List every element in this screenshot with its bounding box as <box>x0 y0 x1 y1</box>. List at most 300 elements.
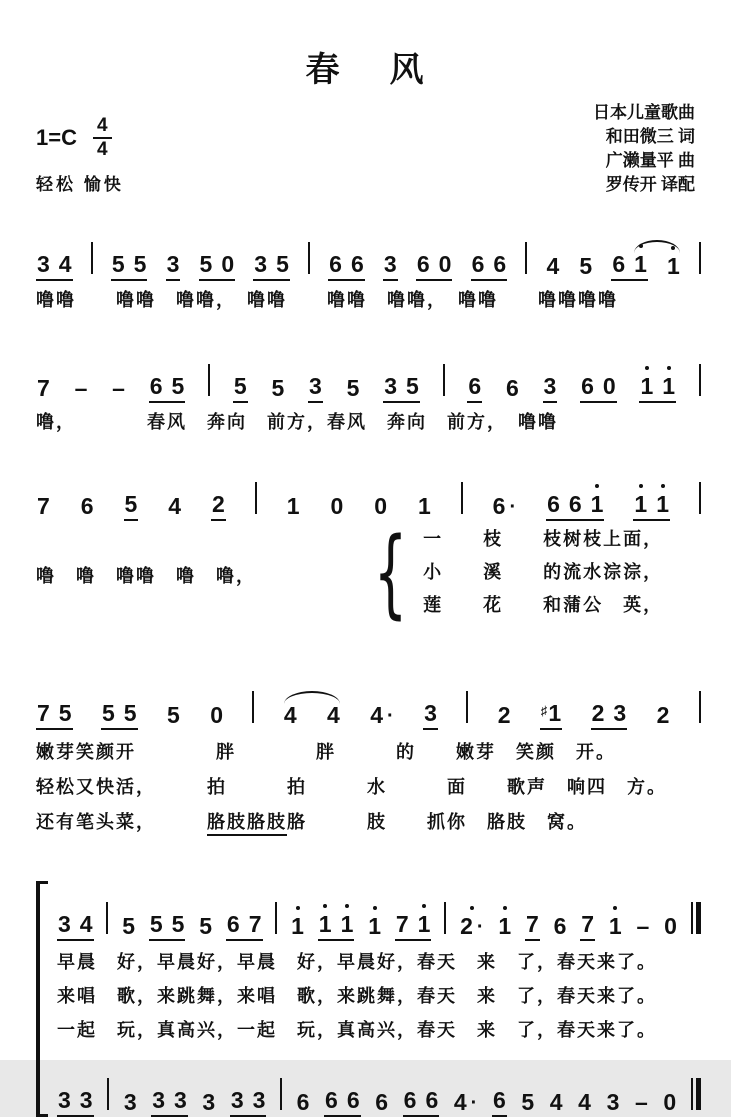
note-group <box>80 495 95 521</box>
note <box>325 1089 338 1113</box>
note <box>609 915 622 939</box>
note <box>341 913 354 937</box>
lyrics-line <box>36 563 366 589</box>
note-digit: 5 <box>171 911 185 937</box>
barline <box>208 364 210 396</box>
note-group <box>233 375 248 403</box>
note <box>663 1091 676 1115</box>
note-digit: 2 <box>497 702 511 728</box>
note-digit: 3 <box>79 1087 93 1113</box>
note <box>498 915 511 939</box>
note-group <box>606 1091 621 1117</box>
note-group <box>166 704 181 730</box>
barline <box>275 902 277 934</box>
note <box>667 255 680 279</box>
note-group <box>497 704 512 730</box>
note-digit: – <box>112 375 125 401</box>
note-group <box>403 1089 440 1117</box>
note-digit: 1 <box>417 911 431 937</box>
lyrics-line <box>423 523 663 556</box>
note-group <box>209 704 224 730</box>
note-group <box>497 915 512 941</box>
note <box>418 913 431 937</box>
note-group <box>149 375 186 403</box>
note-group <box>283 704 298 730</box>
lyrics-line <box>423 589 663 622</box>
note <box>439 253 452 277</box>
note-group <box>124 493 139 521</box>
barline <box>699 691 701 723</box>
note <box>37 702 50 726</box>
augmentation-dot: · <box>387 705 394 727</box>
note <box>656 493 669 517</box>
note-digit: 5 <box>233 373 247 399</box>
note <box>578 1091 591 1115</box>
barline <box>443 364 445 396</box>
page-title: 春 风 <box>305 52 432 89</box>
octave-dot <box>613 906 617 910</box>
music-system-3 <box>36 461 701 629</box>
note-digit: 4 <box>283 702 297 728</box>
note-digit: 4 <box>453 1089 467 1115</box>
credit-line-lyricist: 和田微三 词 <box>605 127 695 146</box>
note-digit: 6 <box>403 1087 417 1113</box>
notes-line <box>36 461 701 521</box>
octave-dot <box>661 484 665 488</box>
note-digit: 5 <box>346 375 360 401</box>
barline <box>525 242 527 274</box>
note-digit: 7 <box>526 911 539 937</box>
note-group <box>74 377 89 403</box>
barline-thin <box>691 902 693 934</box>
note-digit: 4 <box>578 1089 591 1115</box>
note-digit: 3 <box>383 251 397 277</box>
note-digit: 3 <box>384 373 397 399</box>
tempo-marking: 轻松 愉快 <box>36 175 124 194</box>
note-digit: 4 <box>327 702 340 728</box>
note-group <box>666 255 681 281</box>
barline <box>699 242 701 274</box>
octave-dot <box>503 906 507 910</box>
credit-line-composer: 广濑量平 曲 <box>605 151 695 170</box>
note-digit: 2 <box>591 700 605 726</box>
note-digit: 0 <box>602 373 616 399</box>
note <box>221 253 234 277</box>
note-group <box>577 1091 592 1117</box>
note <box>634 493 647 517</box>
note <box>546 255 559 279</box>
music-system-4 <box>36 670 701 835</box>
note-group <box>329 495 344 521</box>
note-digit: 1 <box>656 491 670 517</box>
note <box>375 1091 388 1115</box>
note <box>168 495 181 519</box>
augmentation-dot: · <box>476 916 484 938</box>
note <box>468 375 481 399</box>
note-group <box>545 255 560 281</box>
note <box>612 253 625 277</box>
lyrics-line <box>36 409 701 435</box>
note-digit: 4 <box>549 1089 563 1115</box>
barline <box>308 242 310 274</box>
note-digit: 2 <box>460 913 473 939</box>
note-digit: 6 <box>492 1087 506 1113</box>
augmentation-dot: · <box>509 496 517 518</box>
note <box>81 495 94 519</box>
note-group <box>423 702 438 730</box>
note-digit: 6 <box>80 493 94 519</box>
notes-line <box>57 1057 701 1117</box>
note <box>150 913 163 937</box>
note <box>544 375 557 399</box>
system-content <box>57 881 701 1117</box>
note <box>640 375 653 399</box>
note <box>637 915 650 939</box>
lyrics-row <box>36 516 701 629</box>
lyric-text: 噜噜 噜噜 噜噜， 噜噜 噜噜 噜噜， 噜噜 噜噜噜噜 <box>36 290 618 310</box>
note-digit: 6 <box>612 251 626 277</box>
note-group <box>639 375 676 403</box>
lyric-text: 早晨 好，早晨好，早晨 好，早晨好，春天 来 了，春天来了。 <box>57 952 657 972</box>
note-digit: 3 <box>424 700 437 726</box>
note-digit: 1 <box>667 253 680 279</box>
note-group <box>286 495 301 521</box>
time-signature-denominator: 4 <box>93 137 112 160</box>
note-digit: 6 <box>416 251 430 277</box>
octave-dot <box>345 904 349 908</box>
note-digit: 2 <box>212 491 225 517</box>
note-digit: 0 <box>210 702 223 728</box>
note-digit: 5 <box>124 491 138 517</box>
note-group <box>199 253 236 281</box>
note <box>253 1089 266 1113</box>
note-digit: 5 <box>521 1089 535 1115</box>
note-digit: 1 <box>608 913 622 939</box>
note-digit: 6 <box>325 1087 338 1113</box>
note <box>309 375 322 399</box>
note <box>406 375 419 399</box>
note <box>664 915 677 939</box>
note <box>276 253 289 277</box>
note-digit: 7 <box>37 493 50 519</box>
lyrics-line <box>36 287 701 313</box>
time-signature-numerator: 4 <box>96 115 108 137</box>
lyrics-line <box>57 1017 701 1043</box>
note <box>368 915 381 939</box>
note-digit: 3 <box>58 911 71 937</box>
octave-dot <box>595 484 599 488</box>
lyric-text: 来唱 歌，来跳舞，来唱 歌，来跳舞，春天 来 了，春天来了。 <box>57 986 657 1006</box>
notes-line <box>57 881 701 941</box>
note-digit: 0 <box>374 493 387 519</box>
note-group <box>201 1091 216 1117</box>
note <box>581 375 594 399</box>
note-group <box>374 1091 389 1117</box>
note-digit: 3 <box>174 1087 187 1113</box>
note <box>200 253 213 277</box>
note <box>662 375 675 399</box>
note-group <box>36 253 73 281</box>
note-group <box>198 915 213 941</box>
note-digit: 7 <box>395 911 409 937</box>
barline <box>466 691 468 723</box>
lyric-underlined: 胳肢 <box>247 812 287 836</box>
note <box>231 1089 244 1113</box>
note-group <box>467 375 482 403</box>
note <box>59 253 72 277</box>
barline-thin <box>691 1078 693 1110</box>
note <box>498 704 511 728</box>
note-digit: 3 <box>543 373 557 399</box>
note-group <box>634 1091 649 1117</box>
note-digit: 2 <box>656 702 670 728</box>
note <box>134 253 147 277</box>
octave-dot <box>422 904 426 908</box>
note <box>569 493 582 517</box>
note-group <box>505 377 520 403</box>
lyrics-line <box>36 774 701 800</box>
note-group <box>318 913 355 941</box>
note-group <box>328 253 365 281</box>
octave-dot <box>470 906 474 910</box>
lyric-text: 还有笔头菜， <box>36 812 207 832</box>
note-group <box>166 253 181 281</box>
note-group <box>591 702 628 730</box>
note <box>424 702 437 726</box>
note-digit: 7 <box>581 911 595 937</box>
note <box>172 375 185 399</box>
note <box>329 253 342 277</box>
barline <box>107 1078 109 1110</box>
note <box>58 913 71 937</box>
note-group <box>226 913 263 941</box>
note-group <box>57 1089 94 1117</box>
credit-line-origin: 日本儿童歌曲 <box>593 103 695 122</box>
note-group <box>211 493 226 521</box>
note-digit: 1 <box>368 913 382 939</box>
note <box>521 1091 534 1115</box>
note-digit: 6 <box>553 913 567 939</box>
note-digit: 1 <box>634 251 647 277</box>
note-digit: 3 <box>309 373 322 399</box>
note-group <box>611 253 648 281</box>
note-group <box>270 377 285 403</box>
note-group <box>525 913 540 941</box>
time-signature <box>93 116 112 160</box>
note-digit: 5 <box>171 373 185 399</box>
note <box>254 253 267 277</box>
note <box>297 1091 310 1115</box>
system-bracket-icon <box>36 881 49 1117</box>
verse-stack <box>423 523 663 622</box>
note-digit: 4 <box>168 493 182 519</box>
note-group <box>369 704 394 730</box>
note-group <box>471 253 508 281</box>
note <box>592 702 605 726</box>
note <box>404 1089 417 1113</box>
note-group <box>656 704 671 730</box>
note-group <box>151 1089 188 1117</box>
note-digit: 5 <box>58 700 72 726</box>
note-group <box>253 253 290 281</box>
note <box>102 702 115 726</box>
note <box>454 1091 477 1115</box>
note-digit: 3 <box>152 1087 166 1113</box>
note <box>613 702 626 726</box>
lyrics-line <box>36 809 701 835</box>
lyrics-line <box>57 983 701 1009</box>
lyrics-line <box>423 556 663 589</box>
note-group <box>453 1091 478 1117</box>
barline <box>461 482 463 514</box>
note-group <box>230 1089 267 1117</box>
lyric-text: 莲 花 和蒲公 英， <box>423 595 664 615</box>
note <box>657 704 670 728</box>
note <box>58 1089 71 1113</box>
note-digit: 3 <box>58 1087 71 1113</box>
note <box>125 493 138 517</box>
note-group <box>543 375 558 403</box>
note-digit: 6 <box>468 373 482 399</box>
barline <box>444 902 446 934</box>
note-digit: 1 <box>286 493 300 519</box>
note-group <box>308 375 323 403</box>
note <box>287 495 300 519</box>
note <box>607 1091 620 1115</box>
note-digit: 5 <box>276 251 289 277</box>
note-group <box>121 915 136 941</box>
octave-dot <box>323 904 327 908</box>
note-digit: 1 <box>548 700 562 726</box>
note <box>579 255 592 279</box>
note <box>493 495 516 519</box>
lyric-text: 噜 噜 噜噜 噜 噜， <box>36 565 256 586</box>
note-digit: 5 <box>579 253 593 279</box>
note-digit: 1 <box>318 911 332 937</box>
note <box>374 495 387 519</box>
music-systems <box>36 221 701 1117</box>
note-digit: – <box>636 913 650 939</box>
note <box>80 913 93 937</box>
note-digit: 4 <box>546 253 560 279</box>
note <box>493 1089 506 1113</box>
lyric-text: 轻松又快活， 拍 拍 水 面 歌声 响四 方。 <box>36 777 667 797</box>
note-group <box>417 495 432 521</box>
lyric-underlined: 胳肢 <box>207 812 247 836</box>
note-digit: – <box>74 375 88 401</box>
note <box>347 377 360 401</box>
note <box>581 913 594 937</box>
note <box>541 702 561 726</box>
key-prefix: 1=C <box>36 125 77 151</box>
note-group <box>36 377 51 403</box>
octave-dot <box>639 484 643 488</box>
note-digit: 1 <box>498 913 512 939</box>
slur-arc <box>634 240 680 253</box>
note-digit: 1 <box>340 911 354 937</box>
barline-thick <box>696 1078 701 1110</box>
lyric-text: 胳 肢 抓你 胳肢 窝。 <box>287 812 587 832</box>
note <box>472 253 485 277</box>
barline <box>91 242 93 274</box>
note-digit: 6 <box>492 493 506 519</box>
note-digit: 7 <box>248 911 262 937</box>
note-digit: 7 <box>37 700 50 726</box>
note-group <box>492 1089 507 1117</box>
note-digit: 5 <box>149 911 163 937</box>
note-digit: 3 <box>166 251 180 277</box>
lyrics-left <box>36 557 366 589</box>
note <box>460 915 483 939</box>
note-group <box>662 1091 677 1117</box>
key-tempo-block <box>36 116 124 197</box>
note <box>124 702 137 726</box>
note <box>80 1089 93 1113</box>
note <box>150 375 163 399</box>
octave-dot <box>667 366 671 370</box>
note-digit: 6 <box>425 1087 439 1113</box>
sharp-sign: ♯ <box>540 703 548 718</box>
note-digit: 5 <box>271 375 285 401</box>
note-group <box>459 915 484 941</box>
note <box>347 1089 360 1113</box>
note <box>547 493 560 517</box>
lyric-text: 一起 玩，真高兴，一起 玩，真高兴，春天 来 了，春天来了。 <box>57 1020 657 1040</box>
note <box>199 915 212 939</box>
note-digit: 5 <box>111 251 125 277</box>
note <box>212 493 225 517</box>
note <box>167 704 180 728</box>
note-digit: 3 <box>202 1089 216 1115</box>
lyric-text: 嫩芽笑颜开 胖 胖 的 嫩芽 笑颜 开。 <box>36 742 616 762</box>
note-group <box>492 495 517 521</box>
note-digit: 5 <box>122 913 136 939</box>
note-digit: – <box>634 1089 648 1115</box>
note-digit: 6 <box>493 251 507 277</box>
note-digit: 3 <box>606 1089 620 1115</box>
note-group <box>395 913 432 941</box>
note <box>351 253 364 277</box>
note-group <box>296 1091 311 1117</box>
note <box>112 253 125 277</box>
note <box>210 704 223 728</box>
note-group <box>326 704 341 730</box>
note-digit: 4 <box>79 911 93 937</box>
note-digit: 5 <box>123 700 137 726</box>
note-group <box>546 493 604 521</box>
note-group <box>636 915 651 941</box>
note-digit: 6 <box>346 1087 360 1113</box>
note-group <box>580 913 595 941</box>
note-digit: 6 <box>581 373 594 399</box>
note-group <box>167 495 182 521</box>
note <box>152 1089 165 1113</box>
slur-arc <box>284 691 340 704</box>
octave-dot <box>373 906 377 910</box>
note-digit: 0 <box>438 251 452 277</box>
note <box>122 915 135 939</box>
note-digit: 0 <box>664 913 677 939</box>
note-group <box>663 915 678 941</box>
music-system-1 <box>36 221 701 313</box>
note-digit: 5 <box>199 251 213 277</box>
header-meta <box>36 101 701 197</box>
note <box>174 1089 187 1113</box>
augmentation-dot: · <box>470 1092 478 1114</box>
note-group <box>149 913 186 941</box>
note-group <box>553 915 568 941</box>
note <box>635 1091 648 1115</box>
